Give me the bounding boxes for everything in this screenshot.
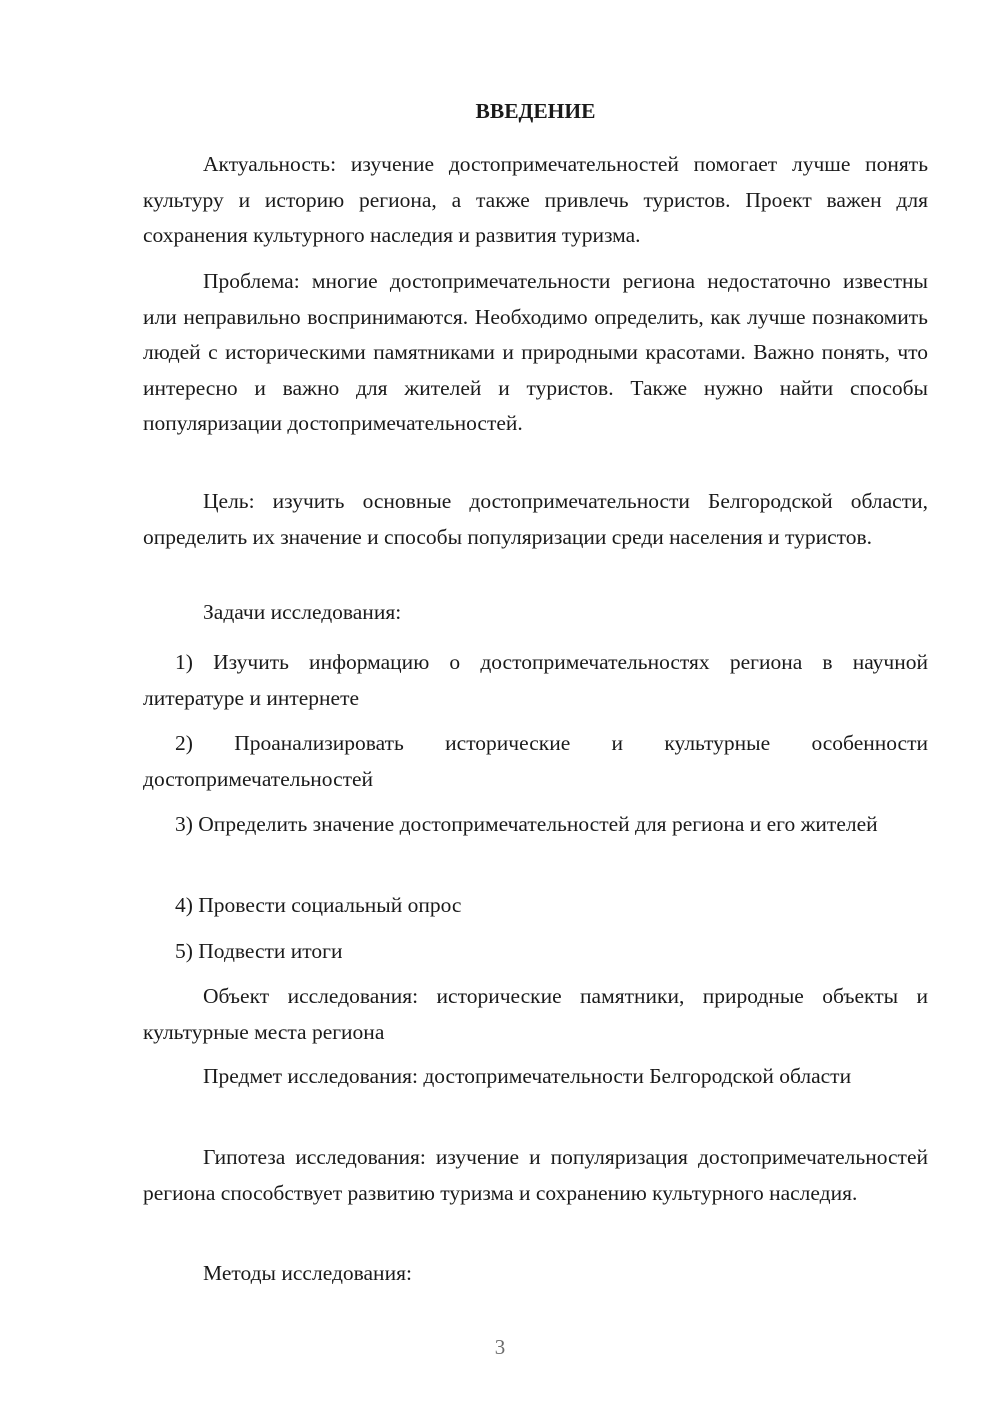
paragraph-hypothesis: Гипотеза исследования: изучение и популяризация достопримечательностей региона способствует развитию туризма и сохранению культурного наследия.: [143, 1145, 928, 1205]
methods-heading: Методы исследования:: [203, 1261, 412, 1285]
paragraph-problem: Проблема: многие достопримечательности региона недостаточно известны или неправильно воспринимаются. Необходимо определить, как лучше познакомить людей с историческими памятниками и природными красотами. Важно понять, что интересно и важно для жителей и туристов. Также нужно найти способы популяризации достопримечательностей.: [143, 269, 928, 435]
paragraph-subject: Предмет исследования: достопримечательности Белгородской области: [203, 1064, 852, 1088]
tasks-heading: Задачи исследования:: [203, 600, 402, 624]
task-item-3: 3) Определить значение достопримечательностей для региона и его жителей: [175, 812, 878, 836]
paragraph-object: Объект исследования: исторические памятники, природные объекты и культурные места региона: [143, 984, 928, 1044]
task-item-5: 5) Подвести итоги: [175, 939, 343, 963]
section-title: ВВЕДЕНИЕ: [475, 99, 596, 123]
paragraph-goal: Цель: изучить основные достопримечательности Белгородской области, определить их значение и способы популяризации среди населения и туристов.: [143, 489, 928, 549]
task-item-1: 1) Изучить информацию о достопримечательностях региона в научной литературе и интернете: [143, 650, 928, 710]
paragraph-relevance: Актуальность: изучение достопримечательностей помогает лучше понять культуру и историю региона, а также привлечь туристов. Проект важен для сохранения культурного наследия и развития туризма.: [143, 152, 928, 247]
task-item-4: 4) Провести социальный опрос: [175, 893, 462, 917]
page-number: 3: [494, 1335, 506, 1359]
task-item-2: 2) Проанализировать исторические и культурные особенности достопримечательностей: [143, 731, 928, 791]
